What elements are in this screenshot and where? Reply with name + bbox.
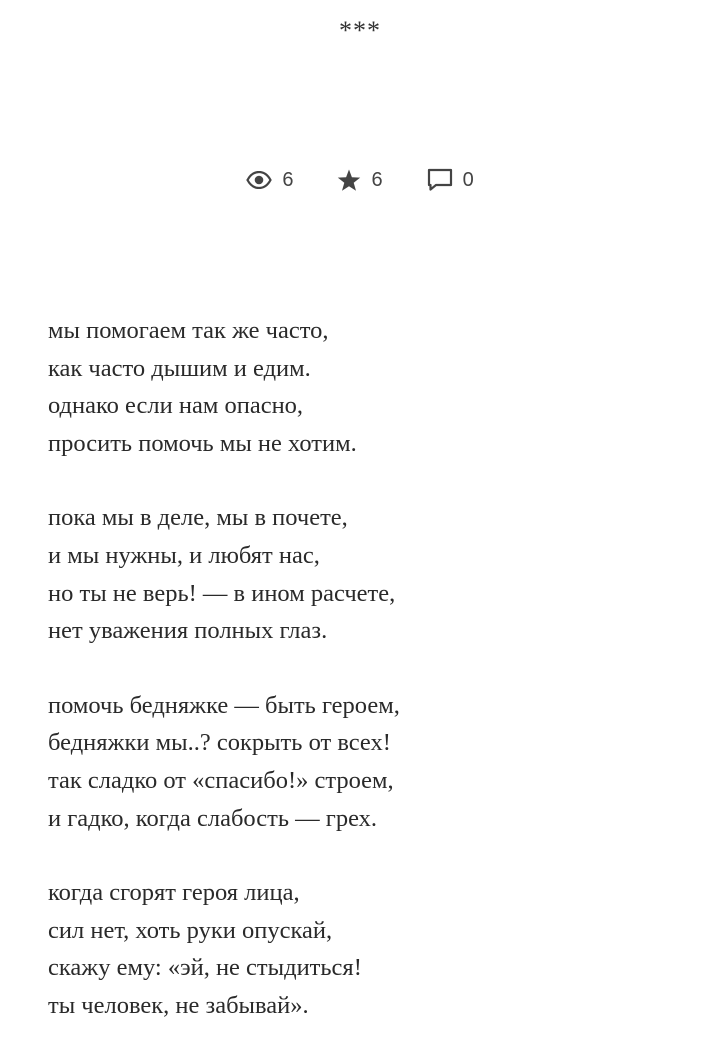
poem-line: пока мы в деле, мы в почете,: [48, 504, 348, 532]
poem-line: помочь бедняжке — быть героем,: [48, 691, 400, 719]
poem-line: бедняжки мы..? сокрыть от всех!: [48, 729, 391, 757]
stats-bar: [0, 168, 720, 192]
poem-line: просить помочь мы не хотим.: [48, 429, 357, 457]
stanza: [48, 499, 688, 649]
comment-icon: [427, 168, 453, 192]
poem-line: мы помогаем так же часто,: [48, 317, 329, 344]
poem-line: нет уважения полных глаз.: [48, 617, 328, 645]
poem-body: [48, 312, 688, 1062]
poem-line: как часто дышим и едим.: [48, 354, 311, 382]
stanza: [48, 874, 688, 1024]
views-count: 6: [282, 168, 294, 191]
poem-line: скажу ему: «эй, не стыдиться!: [48, 954, 362, 982]
poem-line: но ты не верь! — в ином расчете,: [48, 579, 396, 607]
poem-title: ***: [339, 16, 381, 45]
stars-count: 6: [371, 168, 383, 191]
poem-line: ты человек, не забывай».: [48, 991, 309, 1019]
stanza: [48, 312, 688, 462]
views-stat: [246, 169, 293, 192]
poem-line: так сладко от «спасибо!» строем,: [48, 766, 394, 794]
comments-count: 0: [462, 168, 474, 191]
eye-icon: [246, 171, 272, 189]
comments-stat[interactable]: [427, 168, 474, 192]
star-icon: [337, 169, 361, 192]
stars-stat[interactable]: [337, 169, 382, 192]
stanza: [48, 687, 688, 837]
poem-line: и мы нужны, и любят нас,: [48, 541, 320, 569]
poem-line: и гадко, когда слабость — грех.: [48, 804, 378, 832]
poem-line: однако если нам опасно,: [48, 392, 304, 420]
poem-line: когда сгорят героя лица,: [48, 879, 300, 907]
poem-line: сил нет, хоть руки опускай,: [48, 916, 333, 944]
